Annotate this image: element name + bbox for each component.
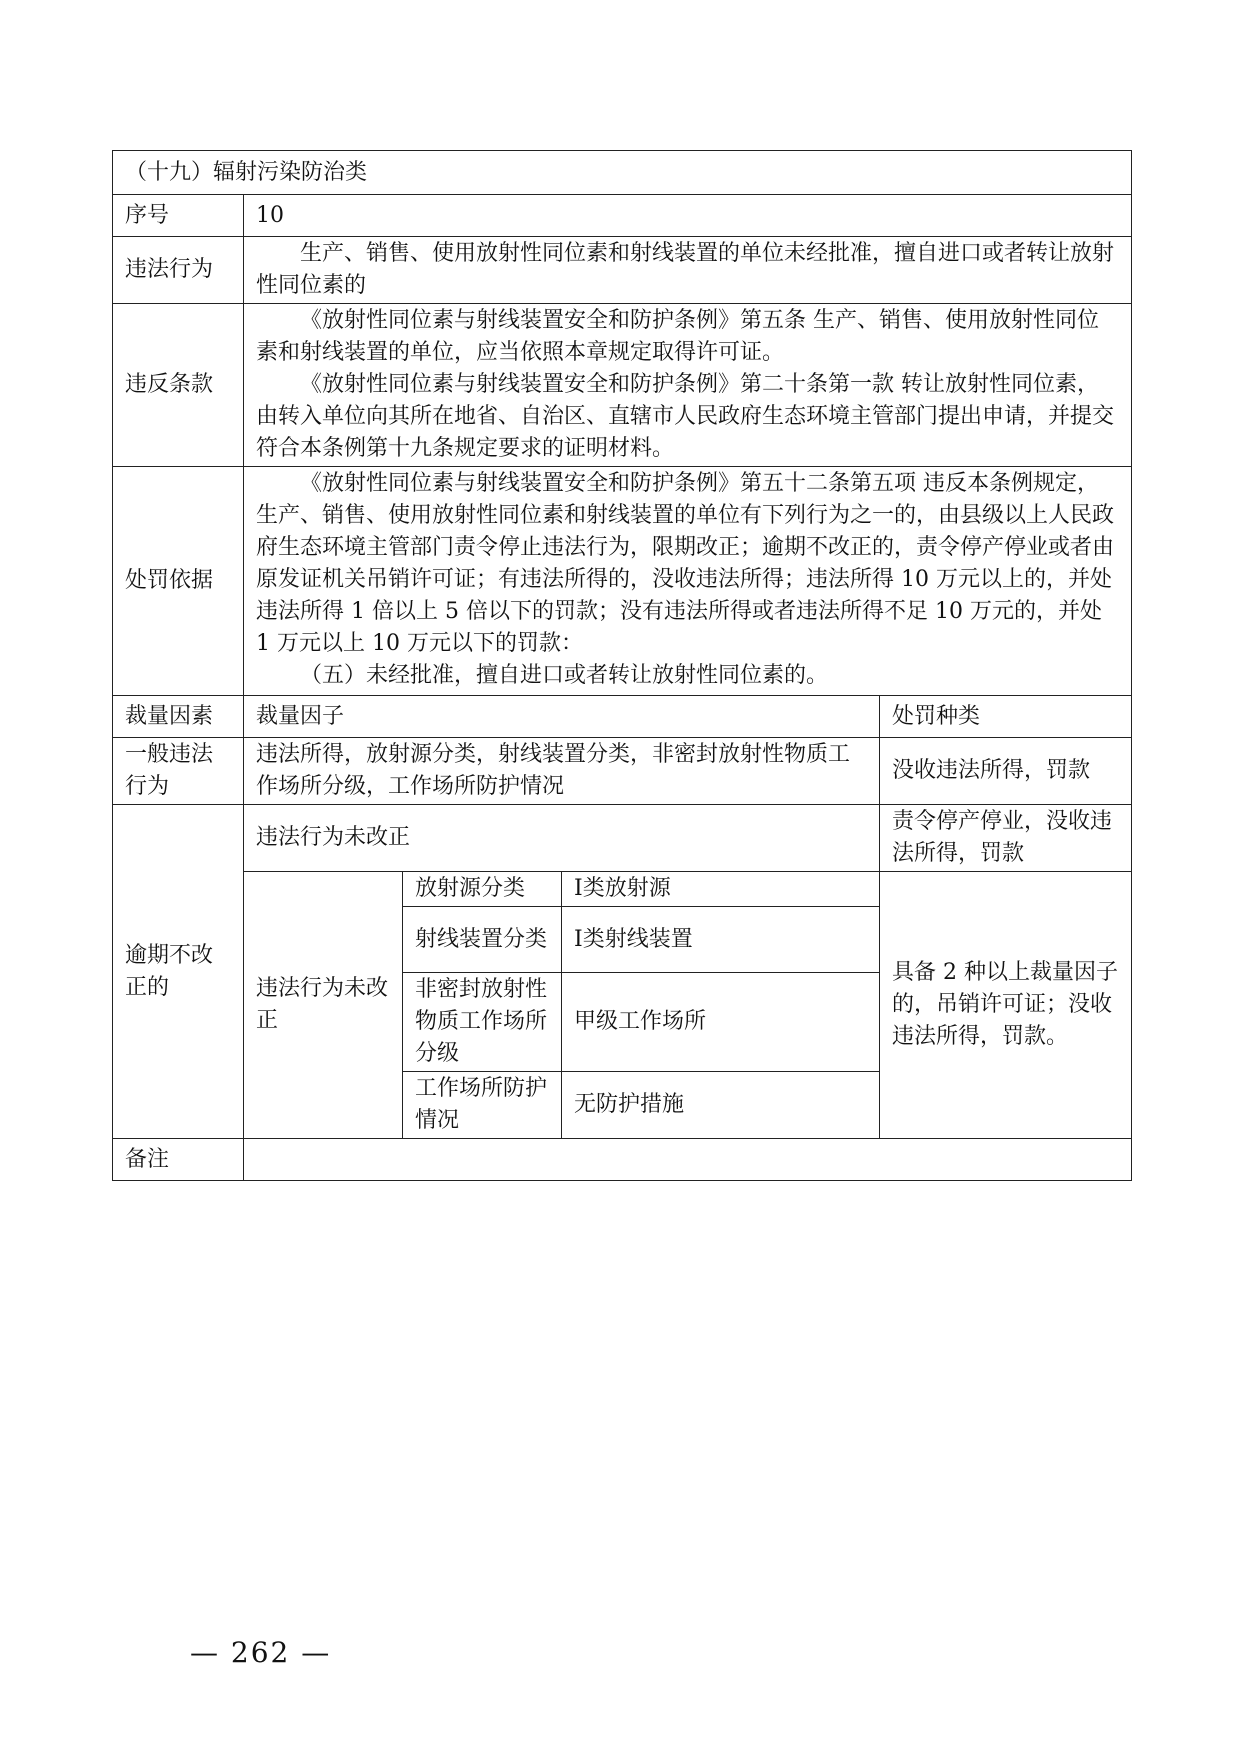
serial-row [113,195,1132,237]
overdue-penalty-2: 具备 2 种以上裁量因子的，吊销许可证；没收违法所得，罚款。 [880,872,1132,1139]
penalty-table [112,150,1132,1181]
serial-label: 序号 [113,195,244,237]
violated-clause-label: 违反条款 [113,304,244,467]
basis-paragraph: 《放射性同位素与射线装置安全和防护条例》第五十二条第五项 违反本条例规定，生产、销售、使用放射性同位素和射线装置的单位有下列行为之一的，由县级以上人民政府生态环境主管部门责令停止违法行为，限期改正；逾期不改正的，责令停产停业或者由原发证机关吊销许可证；有违法所得的，没收违法所得；违法所得 10 万元以上的，并处违法所得 1 倍以上 5 倍以下的罚款；没有违法所得或者违法所得不足 10 万元的，并处 1 万元以上 10 万元以下的罚款： [256,471,1115,656]
penalty-type-header: 处罚种类 [880,696,1132,738]
sub-factor-value: 甲级工作场所 [562,973,880,1072]
general-violation-row [113,738,1132,805]
sub-factor-value: I类放射源 [562,872,880,907]
serial-value: 10 [244,195,1132,237]
remarks-value [244,1139,1132,1181]
general-factors: 违法所得，放射源分类，射线装置分类，非密封放射性物质工作场所分级，工作场所防护情况 [244,738,880,805]
violation-label: 违法行为 [113,237,244,304]
sub-factor-row [113,872,1132,907]
penalty-basis-row [113,467,1132,696]
sub-factor-name: 工作场所防护情况 [403,1072,562,1139]
table-title: （十九）辐射污染防治类 [113,151,1132,195]
discretion-label: 裁量因素 [113,696,244,738]
general-penalty: 没收违法所得，罚款 [880,738,1132,805]
violation-row [113,237,1132,304]
overdue-label: 逾期不改正的 [113,805,244,1139]
overdue-row-1 [113,805,1132,872]
penalty-basis-text [244,467,1132,696]
sub-factor-value: 无防护措施 [562,1072,880,1139]
violated-clause-text [244,304,1132,467]
sub-factor-value: I类射线装置 [562,907,880,973]
overdue-penalty-1: 责令停产停业，没收违法所得，罚款 [880,805,1132,872]
page-number: — 262 — [190,1636,332,1669]
sub-factor-name: 射线装置分类 [403,907,562,973]
sub-factor-name: 放射源分类 [403,872,562,907]
general-violation-label: 一般违法行为 [113,738,244,805]
factor-header: 裁量因子 [244,696,880,738]
penalty-basis-label: 处罚依据 [113,467,244,696]
violation-paragraph: 生产、销售、使用放射性同位素和射线装置的单位未经批准，擅自进口或者转让放射性同位素的 [256,241,1115,298]
clause-paragraph: 《放射性同位素与射线装置安全和防护条例》第五条 生产、销售、使用放射性同位素和射线装置的单位，应当依照本章规定取得许可证。 [256,308,1099,365]
discretion-header-row [113,696,1132,738]
remarks-row [113,1139,1132,1181]
violation-text [244,237,1132,304]
clause-paragraph: 《放射性同位素与射线装置安全和防护条例》第二十条第一款 转让放射性同位素，由转入单位向其所在地省、自治区、直辖市人民政府生态环境主管部门提出申请，并提交符合本条例第十九条规定要求的证明材料。 [256,372,1115,461]
overdue-factor-1: 违法行为未改正 [244,805,880,872]
overdue-factor-2: 违法行为未改正 [244,872,403,1139]
remarks-label: 备注 [113,1139,244,1181]
title-row [113,151,1132,195]
violated-clause-row [113,304,1132,467]
sub-factor-name: 非密封放射性物质工作场所分级 [403,973,562,1072]
basis-paragraph: （五）未经批准，擅自进口或者转让放射性同位素的。 [300,663,829,688]
